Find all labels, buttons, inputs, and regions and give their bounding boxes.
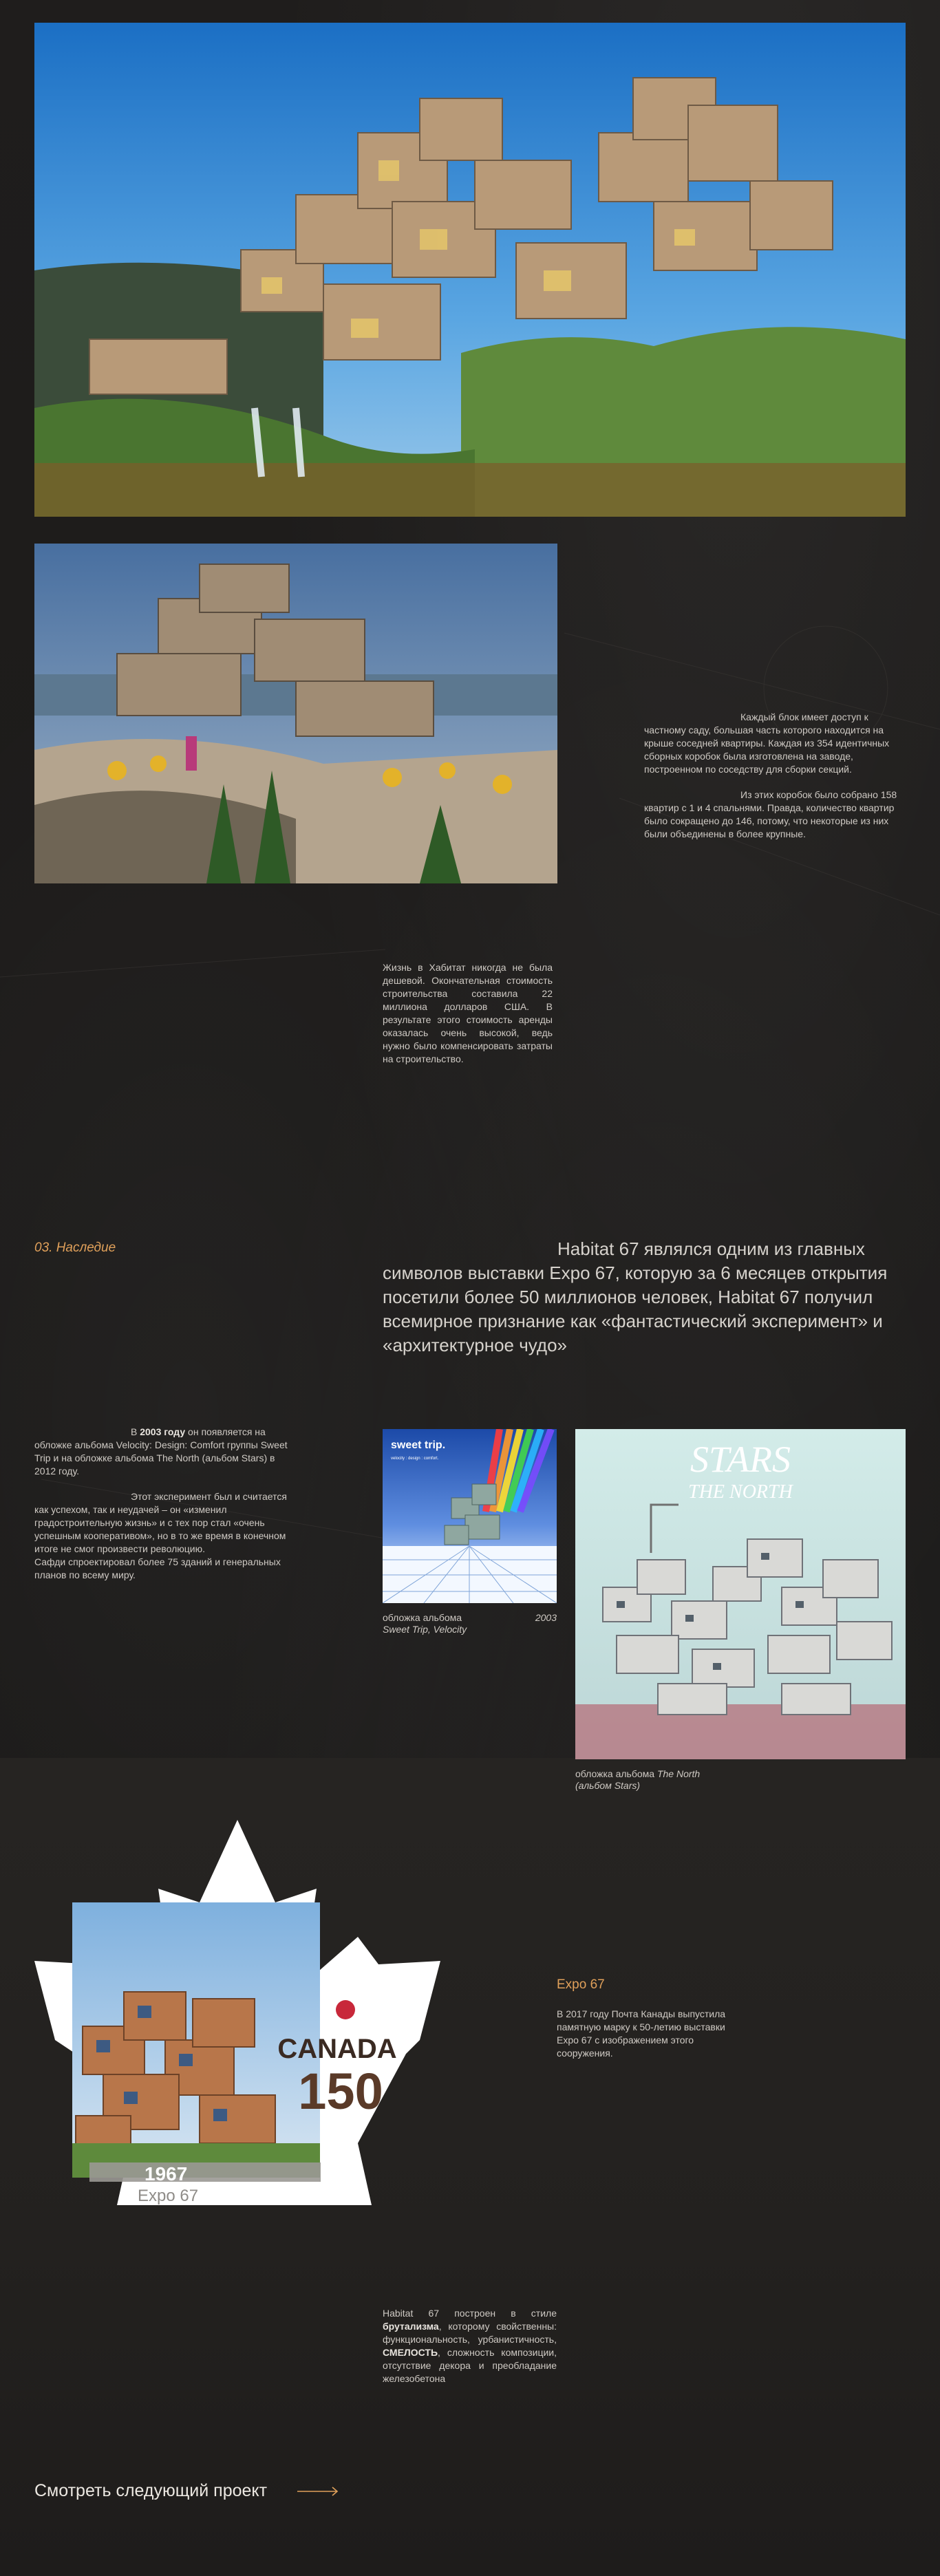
cost-description [383,961,553,1066]
stamp-year: 1967 [145,2163,188,2185]
expo-text: В 2017 году Почта Канады выпустила памятную марку к 50-летию выставки Expo 67 с изображением этого сооружения. [557,2008,726,2059]
next-project-link[interactable] [34,2481,340,2501]
canada-150-stamp [34,1820,440,2234]
cost-description-text: Жизнь в Хабитат никогда не была дешевой. Окончательная стоимость строительства составила 22 миллиона долларов США. В результате этого стоимость аренды оказалась очень высокой, ведь нужно было компенсировать затраты на строительство. [383,962,553,1064]
stamp-country: CANADA [277,2034,397,2064]
hero-photo [34,23,906,517]
brutalism-text [383,2307,557,2385]
album2-caption-line2: The North [656,1768,701,1779]
album-cover-the-north [575,1429,906,1759]
brutalism-middle: , которому свойственны: функциональность, урбанистичность, [383,2321,557,2345]
album1-year: 2003 [535,1612,557,1623]
boldness-keyword: СМЕЛОСТЬ [383,2347,438,2358]
legacy-para1-suffix: он появляется на обложке альбома Velocity: Design: Comfort группы Sweet Trip и на обложке альбома The North (альбом Stars) в 2012 году. [34,1426,288,1477]
brutalism-suffix: , сложность композиции, отсутствие декора и преобладание железобетона [383,2347,557,2384]
units-description-para2: Из этих коробок было собрано 158 квартир с 1 и 4 спальнями. Правда, количество квартир было сокращено до 146, потому, что некоторые из них были объединены в более крупные. [644,789,897,839]
legacy-quote: Habitat 67 являлся одним из главных символов выставки Expo 67, которую за 6 месяцев открытия посетили более 50 миллионов человек, Habitat 67 получил всемирное признание как «фантастический эксперимент» и «архитектурное чудо» [383,1238,888,1355]
album-cover-sweet-trip [383,1429,557,1603]
legacy-para2: Этот эксперимент был и считается как успехом, так и неудачей – он «изменил градостроительную жизнь» и с тех пор стал «очень успешным кооперативом», но в то же время в конечном итоге не смог произвести революцию. [34,1491,287,1554]
album2-caption [575,1768,782,1792]
legacy-para1-prefix: В [131,1426,140,1437]
terrace-photo [34,544,557,883]
legacy-text [34,1426,295,1582]
legacy-year: 2003 году [140,1426,186,1437]
legacy-para3: Сафди спроектировал более 75 зданий и генеральных планов по всему миру. [34,1556,281,1580]
next-project-label: Смотреть следующий проект [34,2481,268,2500]
expo-label: Expo 67 [557,1977,605,1992]
album2-title: STARS [690,1439,791,1480]
album1-caption [383,1612,557,1635]
album2-caption-line1: обложка альбома [575,1768,655,1779]
brutalism-keyword: брутализма [383,2321,439,2332]
album2-caption-line3: (альбом Stars) [575,1780,641,1791]
section-label: 03. Наследие [34,1241,116,1255]
album2-subtitle: THE NORTH [688,1481,793,1503]
canada-post-logo [336,2000,355,2019]
legacy-para1 [34,1426,295,1478]
arrow-right-icon [297,2487,340,2496]
album1-caption-line1: обложка альбома [383,1612,462,1623]
stamp-number: 150 [298,2063,383,2120]
units-description [644,711,897,841]
album1-subtitle: velocity : design : comfort. [391,1457,439,1461]
brutalism-prefix: Habitat 67 построен в стиле [383,2308,557,2319]
units-description-para1: Каждый блок имеет доступ к частному саду, большая часть которого находится на крыше соседней квартиры. Каждая из 354 идентичных сборных коробок была изготовлена на заводе, построенном по соседству для сборки секций. [644,711,890,775]
stamp-name: Expo 67 [138,2187,199,2205]
album1-title: sweet trip. [391,1439,446,1451]
album1-caption-line2: Sweet Trip, Velocity [383,1624,467,1635]
